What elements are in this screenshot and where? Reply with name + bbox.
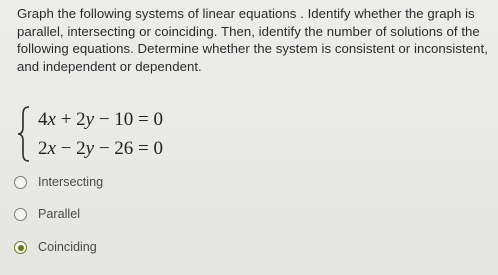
question-text: [17, 5, 495, 75]
equation-2: 2x − 2y − 26 = 0: [38, 138, 164, 159]
radio-button-icon[interactable]: [14, 176, 27, 189]
question-line: following equations. Determine whether the system is consistent or inconsistent,: [17, 41, 488, 56]
question-line: parallel, intersecting or coinciding. Then, identify the number of solutions of the: [17, 23, 480, 39]
question-line: Graph the following systems of linear equations . Identify whether the graph is: [17, 6, 475, 21]
option-coinciding[interactable]: [12, 238, 212, 258]
equation-system: [16, 105, 216, 165]
radio-button-selected-icon[interactable]: [14, 241, 27, 254]
question-line: and independent or dependent.: [17, 58, 202, 74]
option-intersecting[interactable]: [12, 173, 212, 193]
equation-1: 4x + 2y − 10 = 0: [38, 109, 164, 130]
option-label: Coinciding: [38, 240, 97, 254]
option-label: Intersecting: [38, 175, 104, 189]
option-parallel[interactable]: [12, 205, 212, 225]
left-brace-icon: [16, 105, 32, 163]
radio-button-icon[interactable]: [14, 208, 27, 221]
option-label: Parallel: [38, 207, 80, 221]
